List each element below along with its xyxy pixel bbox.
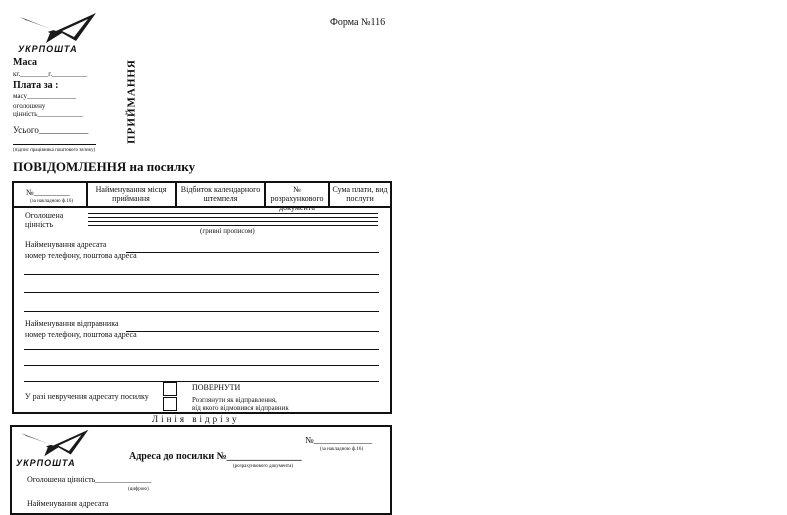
- payment-total-line: Усього___________: [13, 125, 89, 135]
- header-cell-doc: [266, 183, 328, 213]
- abandon-checkbox[interactable]: [163, 397, 177, 411]
- addressee-phone-label: номер телефону, поштова адреса: [25, 251, 137, 260]
- sender-address-line-2: [24, 365, 379, 366]
- second-title: Адреса до посилки №_______________: [129, 451, 302, 462]
- amount-line-4: [88, 225, 378, 226]
- vertical-stamp-text: ПРИЙМАННЯ: [125, 59, 138, 144]
- payment-mass-line: масу______________: [13, 92, 77, 100]
- amount-words-note: (гривні прописом): [200, 227, 255, 235]
- addressee-address-line-3: [24, 311, 379, 312]
- return-checkbox[interactable]: [163, 382, 177, 396]
- second-number-sub: (за накладною ф.16): [320, 447, 364, 452]
- addressee-address-line-1: [24, 274, 379, 275]
- second-number-label: №_____________: [305, 435, 373, 445]
- option-return: ПОВЕРНУТИ: [192, 383, 241, 392]
- option-abandon-line2: від якого відмовився відправник: [192, 404, 289, 412]
- addressee-address-line-2: [24, 292, 379, 293]
- cut-line-label: Лінія відрізу: [152, 414, 240, 424]
- header-cell-stamp: [177, 183, 264, 208]
- second-declared-sub: (цифрою): [128, 487, 149, 492]
- second-logo-text: УКРПОШТА: [16, 458, 76, 468]
- amount-line-2: [88, 217, 378, 218]
- addressee-line: [126, 252, 379, 253]
- page-title: ПОВІДОМЛЕННЯ на посилку: [13, 159, 196, 174]
- second-title-sub: (розрахункового документа): [233, 464, 294, 469]
- payment-stamp-note: (підпис працівника поштового зв'язку): [13, 148, 96, 153]
- payment-declared-label: оголошену: [13, 102, 46, 110]
- sender-address-line-1: [24, 349, 379, 350]
- amount-line-3: [88, 221, 378, 222]
- sender-label: Найменування відправника: [25, 319, 119, 328]
- mass-kg-line: кг.________г.__________: [13, 70, 88, 78]
- sender-address-line-3: [24, 381, 379, 382]
- payment-signature-line: [13, 144, 96, 145]
- payment-label: Плата за :: [13, 80, 59, 91]
- header-number-sub: (за накладною ф.16): [30, 199, 74, 204]
- header-col-place: Найменування місця приймання: [95, 185, 167, 204]
- ukrposhta-bird-icon-2: [16, 428, 92, 458]
- option-abandon-line1: Розглянути як відправлення,: [192, 396, 277, 404]
- addressee-label: Найменування адресата: [25, 240, 107, 249]
- second-logo: [16, 428, 98, 472]
- header-col-doc: № розрахункового документа: [270, 185, 324, 213]
- header-number-label: №_________: [26, 188, 70, 197]
- logo-text: УКРПОШТА: [18, 44, 78, 54]
- ukrposhta-logo: [16, 11, 98, 55]
- ukrposhta-bird-icon: [16, 11, 98, 45]
- sender-phone-label: номер телефону, поштова адреса: [25, 330, 137, 339]
- header-cell-sum: [330, 183, 390, 208]
- header-col-sum: Сума плати, вид послуги: [332, 185, 388, 204]
- form-number: Форма №116: [330, 17, 386, 28]
- payment-declared-line: цінність_____________: [13, 110, 83, 118]
- second-declared-value: Оголошена цінність______________: [27, 475, 152, 484]
- amount-line-1: [88, 213, 378, 214]
- header-cell-number: [14, 183, 86, 206]
- declared-value-label: [25, 212, 85, 230]
- sender-line: [126, 331, 379, 332]
- header-cell-place: [88, 183, 174, 208]
- mass-label: Маса: [13, 57, 37, 68]
- header-col-stamp: Відбиток календарного штемпеля: [180, 185, 261, 204]
- vertical-stamp-box: [124, 56, 140, 152]
- undelivered-label: У разі невручення адресату посилку: [25, 392, 149, 401]
- declared-value-text: Оголошена цінність: [25, 211, 64, 229]
- second-addressee-partial: Найменування адресата: [27, 499, 109, 508]
